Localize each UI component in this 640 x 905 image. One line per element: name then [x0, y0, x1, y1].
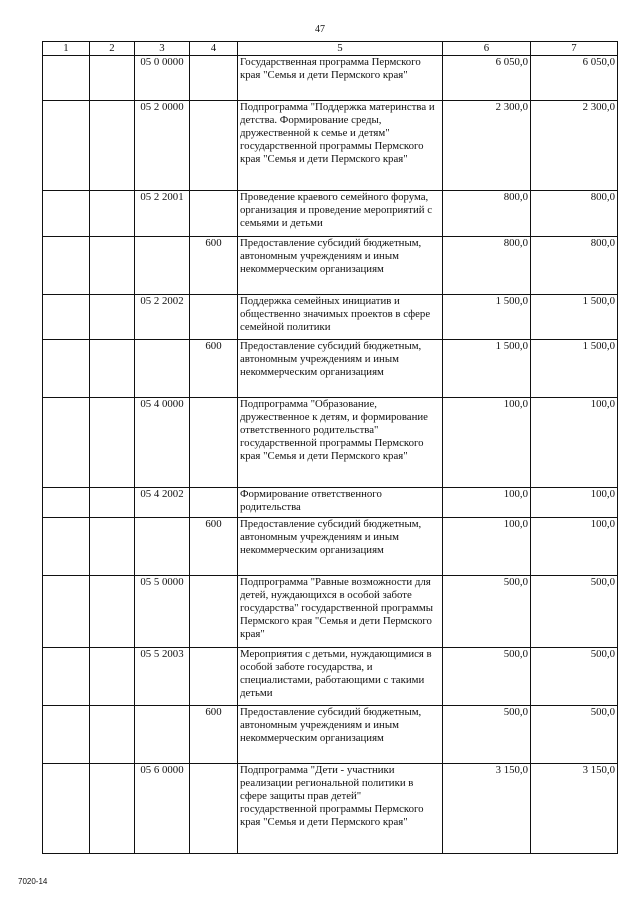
table-row	[43, 340, 618, 398]
amount-column-6: 100,0	[443, 398, 531, 488]
expense-type-code	[190, 488, 238, 518]
table-row	[43, 237, 618, 295]
budget-table	[42, 41, 618, 854]
item-name: Мероприятия с детьми, нуждающимися в особой заботе государства, и специалистами, работающими с такими детьми	[238, 648, 443, 706]
target-article-code	[135, 518, 190, 576]
amount-column-7: 100,0	[531, 488, 618, 518]
amount-column-6: 500,0	[443, 648, 531, 706]
item-name: Подпрограмма "Поддержка материнства и детства. Формирование среды, дружественной к семье и детям" государственной программы Пермского края "Семья и дети Пермского края"	[238, 101, 443, 191]
target-article-code: 05 2 2001	[135, 191, 190, 237]
amount-column-6: 2 300,0	[443, 101, 531, 191]
amount-column-7: 800,0	[531, 191, 618, 237]
column-header: 2	[90, 42, 135, 56]
column-header: 6	[443, 42, 531, 56]
amount-column-6: 3 150,0	[443, 764, 531, 854]
target-article-code: 05 5 0000	[135, 576, 190, 648]
table-row	[43, 191, 618, 237]
item-name: Подпрограмма "Образование, дружественное к детям, и формирование ответственного родительства" государственной программы Пермского края "Семья и дети Пермского края"	[238, 398, 443, 488]
amount-column-6: 1 500,0	[443, 340, 531, 398]
target-article-code: 05 0 0000	[135, 56, 190, 101]
expense-type-code	[190, 101, 238, 191]
table-row	[43, 488, 618, 518]
expense-type-code: 600	[190, 237, 238, 295]
target-article-code: 05 6 0000	[135, 764, 190, 854]
expense-type-code	[190, 648, 238, 706]
amount-column-7: 3 150,0	[531, 764, 618, 854]
amount-column-7: 500,0	[531, 706, 618, 764]
item-name: Подпрограмма "Равные возможности для детей, нуждающихся в особой заботе государства" государственной программы Пермского края "Семья и дети Пермского края"	[238, 576, 443, 648]
target-article-code	[135, 340, 190, 398]
column-header: 5	[238, 42, 443, 56]
item-name: Поддержка семейных инициатив и общественно значимых проектов в сфере семейной политики	[238, 295, 443, 340]
amount-column-7: 500,0	[531, 576, 618, 648]
table-row	[43, 398, 618, 488]
amount-column-6: 500,0	[443, 576, 531, 648]
expense-type-code	[190, 56, 238, 101]
amount-column-6: 6 050,0	[443, 56, 531, 101]
item-name: Предоставление субсидий бюджетным, автономным учреждениям и иным некоммерческим организациям	[238, 340, 443, 398]
amount-column-6: 800,0	[443, 191, 531, 237]
item-name: Подпрограмма "Дети - участники реализации региональной политики в сфере защиты прав детей" государственной программы Пермского края "Семья и дети Пермского края"	[238, 764, 443, 854]
expense-type-code: 600	[190, 340, 238, 398]
target-article-code: 05 2 2002	[135, 295, 190, 340]
column-header: 7	[531, 42, 618, 56]
amount-column-6: 1 500,0	[443, 295, 531, 340]
expense-type-code	[190, 576, 238, 648]
target-article-code: 05 4 0000	[135, 398, 190, 488]
expense-type-code: 600	[190, 706, 238, 764]
amount-column-6: 800,0	[443, 237, 531, 295]
table-header-row	[43, 42, 618, 56]
expense-type-code: 600	[190, 518, 238, 576]
amount-column-6: 100,0	[443, 488, 531, 518]
target-article-code: 05 4 2002	[135, 488, 190, 518]
expense-type-code	[190, 398, 238, 488]
item-name: Предоставление субсидий бюджетным, автономным учреждениям и иным некоммерческим организациям	[238, 518, 443, 576]
item-name: Проведение краевого семейного форума, организация и проведение мероприятий с семьями и детьми	[238, 191, 443, 237]
amount-column-7: 800,0	[531, 237, 618, 295]
table-row	[43, 648, 618, 706]
target-article-code	[135, 706, 190, 764]
amount-column-7: 1 500,0	[531, 340, 618, 398]
amount-column-7: 2 300,0	[531, 101, 618, 191]
amount-column-6: 100,0	[443, 518, 531, 576]
amount-column-7: 100,0	[531, 398, 618, 488]
target-article-code	[135, 237, 190, 295]
amount-column-7: 1 500,0	[531, 295, 618, 340]
table-row	[43, 56, 618, 101]
expense-type-code	[190, 295, 238, 340]
target-article-code: 05 2 0000	[135, 101, 190, 191]
page-number: 47	[315, 24, 325, 35]
column-header: 3	[135, 42, 190, 56]
amount-column-7: 100,0	[531, 518, 618, 576]
item-name: Формирование ответственного родительства	[238, 488, 443, 518]
table-row	[43, 764, 618, 854]
column-header: 1	[43, 42, 90, 56]
table-row	[43, 576, 618, 648]
table-row	[43, 706, 618, 764]
expense-type-code	[190, 191, 238, 237]
table-row	[43, 101, 618, 191]
item-name: Государственная программа Пермского края "Семья и дети Пермского края"	[238, 56, 443, 101]
document-footer-code: 7020-14	[18, 877, 48, 886]
item-name: Предоставление субсидий бюджетным, автономным учреждениям и иным некоммерческим организациям	[238, 706, 443, 764]
item-name: Предоставление субсидий бюджетным, автономным учреждениям и иным некоммерческим организациям	[238, 237, 443, 295]
target-article-code: 05 5 2003	[135, 648, 190, 706]
amount-column-6: 500,0	[443, 706, 531, 764]
table-row	[43, 295, 618, 340]
column-header: 4	[190, 42, 238, 56]
amount-column-7: 6 050,0	[531, 56, 618, 101]
table-row	[43, 518, 618, 576]
amount-column-7: 500,0	[531, 648, 618, 706]
expense-type-code	[190, 764, 238, 854]
